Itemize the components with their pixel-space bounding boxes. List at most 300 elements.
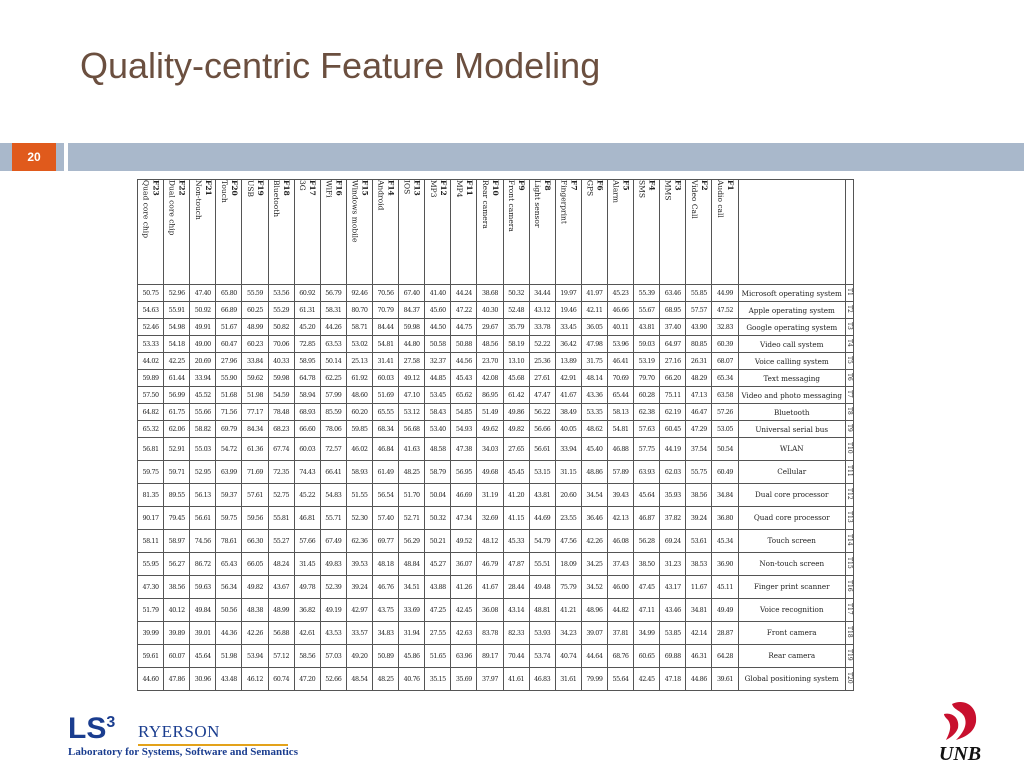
matrix-cell: 48.62	[581, 421, 607, 438]
matrix-cell: 54.81	[372, 336, 398, 353]
feature-id: F7	[569, 180, 579, 191]
matrix-cell: 58.82	[190, 421, 216, 438]
matrix-cell: 57.12	[268, 644, 294, 667]
matrix-cell: 68.07	[712, 353, 738, 370]
matrix-cell: 46.66	[607, 302, 633, 319]
matrix-cell: 48.96	[581, 598, 607, 621]
matrix-cell: 47.40	[190, 285, 216, 302]
matrix-cell: 44.24	[451, 285, 477, 302]
matrix-cell: 42.97	[346, 598, 372, 621]
concept-id-text: T10	[845, 442, 853, 454]
matrix-cell: 52.30	[346, 506, 372, 529]
matrix-cell: 45.60	[425, 302, 451, 319]
matrix-cell: 35.93	[660, 483, 686, 506]
matrix-cell: 52.22	[529, 336, 555, 353]
matrix-cell: 45.22	[294, 483, 320, 506]
matrix-cell: 53.02	[346, 336, 372, 353]
table-row	[138, 353, 854, 370]
concept-label: Front camera	[738, 621, 845, 644]
matrix-cell: 55.27	[268, 529, 294, 552]
matrix-cell: 54.81	[607, 421, 633, 438]
table-row	[138, 319, 854, 336]
matrix-cell: 34.99	[634, 621, 660, 644]
matrix-cell: 56.99	[164, 387, 190, 404]
matrix-cell: 58.79	[425, 460, 451, 483]
matrix-cell: 46.69	[451, 483, 477, 506]
feature-header-f13	[399, 180, 425, 285]
matrix-cell: 59.62	[242, 370, 268, 387]
feature-id: F15	[360, 180, 370, 196]
header-bar-right	[68, 143, 1024, 171]
matrix-cell: 60.28	[634, 387, 660, 404]
matrix-cell: 61.49	[372, 460, 398, 483]
feature-header-f20	[216, 180, 242, 285]
slide-number: 20	[12, 143, 56, 171]
matrix-cell: 19.97	[555, 285, 581, 302]
feature-header-f7	[555, 180, 581, 285]
matrix-cell: 45.64	[190, 644, 216, 667]
matrix-cell: 65.32	[138, 421, 164, 438]
logo-mark-sup: 3	[106, 714, 116, 731]
matrix-cell: 50.88	[451, 336, 477, 353]
matrix-cell: 63.58	[712, 387, 738, 404]
matrix-cell: 52.71	[399, 506, 425, 529]
matrix-cell: 27.16	[660, 353, 686, 370]
matrix-cell: 56.34	[216, 575, 242, 598]
feature-name: Alarm	[611, 180, 621, 203]
matrix-cell: 56.79	[320, 285, 346, 302]
matrix-cell: 31.23	[660, 552, 686, 575]
matrix-cell: 45.45	[503, 460, 529, 483]
matrix-cell: 61.36	[242, 438, 268, 461]
feature-id: F3	[673, 180, 683, 191]
matrix-cell: 43.36	[581, 387, 607, 404]
concept-id	[845, 387, 853, 404]
matrix-cell: 81.35	[138, 483, 164, 506]
matrix-cell: 47.25	[425, 598, 451, 621]
matrix-cell: 55.03	[190, 438, 216, 461]
matrix-cell: 47.86	[164, 667, 190, 690]
matrix-cell: 50.82	[268, 319, 294, 336]
concept-id	[845, 483, 853, 506]
matrix-cell: 53.05	[712, 421, 738, 438]
matrix-cell: 51.69	[372, 387, 398, 404]
matrix-cell: 57.50	[138, 387, 164, 404]
matrix-cell: 18.09	[555, 552, 581, 575]
concept-id	[845, 302, 853, 319]
matrix-cell: 37.43	[607, 552, 633, 575]
matrix-cell: 47.98	[581, 336, 607, 353]
feature-id: F5	[621, 180, 631, 191]
matrix-cell: 38.56	[164, 575, 190, 598]
matrix-cell: 56.88	[268, 621, 294, 644]
matrix-cell: 41.40	[425, 285, 451, 302]
matrix-cell: 57.89	[607, 460, 633, 483]
matrix-cell: 56.95	[451, 460, 477, 483]
matrix-cell: 50.54	[712, 438, 738, 461]
logo-mark-text: LS	[68, 712, 107, 745]
matrix-cell: 69.79	[216, 421, 242, 438]
concept-id-text: T14	[845, 534, 853, 546]
matrix-cell: 60.92	[294, 285, 320, 302]
matrix-cell: 79.99	[581, 667, 607, 690]
matrix-cell: 41.97	[581, 285, 607, 302]
concept-label: Voice calling system	[738, 353, 845, 370]
matrix-cell: 28.87	[712, 621, 738, 644]
matrix-cell: 37.81	[607, 621, 633, 644]
feature-name: GPS	[585, 180, 595, 197]
matrix-cell: 23.55	[555, 506, 581, 529]
matrix-cell: 52.75	[268, 483, 294, 506]
matrix-cell: 37.40	[660, 319, 686, 336]
matrix-cell: 70.69	[607, 370, 633, 387]
matrix-cell: 46.12	[242, 667, 268, 690]
matrix-cell: 46.76	[372, 575, 398, 598]
matrix-cell: 50.14	[320, 353, 346, 370]
matrix-cell: 50.32	[503, 285, 529, 302]
matrix-cell: 52.39	[320, 575, 346, 598]
concept-label: WLAN	[738, 438, 845, 461]
matrix-cell: 48.38	[242, 598, 268, 621]
matrix-cell: 56.81	[138, 438, 164, 461]
matrix-cell: 64.97	[660, 336, 686, 353]
matrix-cell: 60.65	[634, 644, 660, 667]
matrix-cell: 65.55	[372, 404, 398, 421]
matrix-cell: 48.58	[425, 438, 451, 461]
matrix-cell: 44.85	[425, 370, 451, 387]
matrix-cell: 84.44	[372, 319, 398, 336]
matrix-cell: 13.89	[555, 353, 581, 370]
feature-name: Non-touch	[193, 180, 203, 220]
matrix-cell: 38.56	[686, 483, 712, 506]
feature-header-f2	[686, 180, 712, 285]
matrix-cell: 42.25	[164, 353, 190, 370]
matrix-cell: 43.88	[425, 575, 451, 598]
matrix-cell: 54.79	[529, 529, 555, 552]
matrix-cell: 58.43	[425, 404, 451, 421]
matrix-cell: 55.90	[216, 370, 242, 387]
matrix-cell: 44.99	[712, 285, 738, 302]
concept-header	[738, 180, 845, 285]
matrix-cell: 47.22	[451, 302, 477, 319]
ls3-logo-mark	[68, 712, 115, 746]
feature-id: F8	[543, 180, 553, 191]
matrix-cell: 43.12	[529, 302, 555, 319]
matrix-cell: 51.70	[399, 483, 425, 506]
matrix-cell: 33.94	[190, 370, 216, 387]
matrix-cell: 44.82	[607, 598, 633, 621]
feature-header-label	[480, 180, 500, 280]
table-row	[138, 438, 854, 461]
matrix-cell: 57.63	[634, 421, 660, 438]
matrix-cell: 49.52	[451, 529, 477, 552]
matrix-cell: 55.75	[686, 460, 712, 483]
matrix-cell: 54.93	[451, 421, 477, 438]
concept-id-text: T2	[845, 305, 853, 313]
table-row	[138, 460, 854, 483]
matrix-cell: 74.56	[190, 529, 216, 552]
matrix-cell: 51.67	[216, 319, 242, 336]
matrix-cell: 36.82	[294, 598, 320, 621]
matrix-cell: 31.19	[477, 483, 503, 506]
matrix-cell: 53.40	[425, 421, 451, 438]
table-row	[138, 421, 854, 438]
matrix-cell: 78.61	[216, 529, 242, 552]
matrix-cell: 63.93	[634, 460, 660, 483]
matrix-cell: 34.44	[529, 285, 555, 302]
matrix-cell: 42.26	[581, 529, 607, 552]
matrix-cell: 47.47	[529, 387, 555, 404]
matrix-cell: 45.64	[634, 483, 660, 506]
feature-header-f10	[477, 180, 503, 285]
matrix-cell: 48.24	[268, 552, 294, 575]
matrix-cell: 86.95	[477, 387, 503, 404]
feature-header-f22	[164, 180, 190, 285]
feature-name: IOS	[402, 180, 412, 195]
feature-name: USB	[245, 180, 255, 197]
concept-label: Rear camera	[738, 644, 845, 667]
matrix-cell: 59.61	[138, 644, 164, 667]
matrix-cell: 31.15	[555, 460, 581, 483]
matrix-cell: 60.20	[346, 404, 372, 421]
matrix-cell: 50.58	[425, 336, 451, 353]
matrix-cell: 56.61	[190, 506, 216, 529]
matrix-cell: 61.44	[164, 370, 190, 387]
matrix-cell: 48.29	[686, 370, 712, 387]
matrix-cell: 62.25	[320, 370, 346, 387]
matrix-cell: 34.03	[477, 438, 503, 461]
matrix-cell: 36.42	[555, 336, 581, 353]
feature-name: Light sensor	[533, 180, 543, 228]
matrix-cell: 45.33	[503, 529, 529, 552]
matrix-cell: 47.38	[451, 438, 477, 461]
matrix-cell: 57.61	[242, 483, 268, 506]
matrix-cell: 27.61	[529, 370, 555, 387]
matrix-cell: 41.67	[555, 387, 581, 404]
feature-name: Quad core chip	[141, 180, 151, 238]
matrix-cell: 47.13	[686, 387, 712, 404]
matrix-cell: 35.69	[451, 667, 477, 690]
matrix-cell: 45.27	[425, 552, 451, 575]
matrix-cell: 44.86	[686, 667, 712, 690]
matrix-cell: 71.69	[242, 460, 268, 483]
matrix-cell: 42.63	[451, 621, 477, 644]
matrix-cell: 27.55	[425, 621, 451, 644]
matrix-cell: 60.07	[164, 644, 190, 667]
matrix-cell: 49.82	[242, 575, 268, 598]
matrix-cell: 65.43	[216, 552, 242, 575]
table-row	[138, 285, 854, 302]
matrix-cell: 57.40	[372, 506, 398, 529]
matrix-cell: 25.36	[529, 353, 555, 370]
matrix-cell: 52.95	[190, 460, 216, 483]
matrix-cell: 60.03	[294, 438, 320, 461]
concept-id-text: T6	[845, 373, 853, 381]
concept-id-text: T16	[845, 580, 853, 592]
feature-id: F6	[595, 180, 605, 191]
concept-id-text: T8	[845, 407, 853, 415]
matrix-cell: 83.78	[477, 621, 503, 644]
concept-id	[845, 621, 853, 644]
matrix-cell: 20.60	[555, 483, 581, 506]
concept-id	[845, 506, 853, 529]
matrix-cell: 53.93	[529, 621, 555, 644]
matrix-cell: 36.05	[581, 319, 607, 336]
feature-id: F20	[229, 180, 239, 196]
matrix-cell: 75.79	[555, 575, 581, 598]
matrix-cell: 39.01	[190, 621, 216, 644]
matrix-cell: 92.46	[346, 285, 372, 302]
matrix-cell: 66.41	[320, 460, 346, 483]
feature-header-label	[193, 180, 213, 280]
matrix-cell: 55.51	[529, 552, 555, 575]
matrix-cell: 66.60	[294, 421, 320, 438]
matrix-cell: 46.41	[607, 353, 633, 370]
matrix-cell: 69.77	[372, 529, 398, 552]
matrix-cell: 57.66	[294, 529, 320, 552]
table-row	[138, 667, 854, 690]
matrix-cell: 49.00	[190, 336, 216, 353]
feature-header-label	[689, 180, 709, 280]
matrix-cell: 40.30	[477, 302, 503, 319]
concept-id-text: T3	[845, 322, 853, 330]
matrix-cell: 34.83	[372, 621, 398, 644]
matrix-cell: 39.89	[164, 621, 190, 644]
matrix-cell: 89.17	[477, 644, 503, 667]
matrix-cell: 60.74	[268, 667, 294, 690]
matrix-cell: 26.31	[686, 353, 712, 370]
matrix-cell: 74.43	[294, 460, 320, 483]
matrix-cell: 48.81	[529, 598, 555, 621]
concept-label: Global positioning system	[738, 667, 845, 690]
concept-label: Google operating system	[738, 319, 845, 336]
matrix-cell: 69.88	[660, 644, 686, 667]
matrix-cell: 59.75	[138, 460, 164, 483]
matrix-cell: 68.34	[372, 421, 398, 438]
feature-header-f18	[268, 180, 294, 285]
matrix-cell: 56.13	[190, 483, 216, 506]
matrix-cell: 47.10	[399, 387, 425, 404]
table-row	[138, 621, 854, 644]
matrix-cell: 62.38	[634, 404, 660, 421]
slide-title: Quality-centric Feature Modeling	[80, 45, 601, 86]
concept-id	[845, 667, 853, 690]
matrix-cell: 33.78	[529, 319, 555, 336]
feature-name: Android	[376, 180, 386, 211]
table-row	[138, 598, 854, 621]
matrix-cell: 58.11	[138, 529, 164, 552]
matrix-cell: 58.71	[346, 319, 372, 336]
matrix-cell: 34.51	[399, 575, 425, 598]
matrix-cell: 37.82	[660, 506, 686, 529]
matrix-cell: 54.18	[164, 336, 190, 353]
matrix-cell: 27.65	[503, 438, 529, 461]
matrix-cell: 56.68	[399, 421, 425, 438]
concept-id-text: T9	[845, 424, 853, 432]
matrix-cell: 60.49	[712, 460, 738, 483]
concept-id-text: T4	[845, 339, 853, 347]
feature-header-label	[532, 180, 552, 280]
matrix-cell: 31.94	[399, 621, 425, 644]
concept-label: Finger print scanner	[738, 575, 845, 598]
matrix-cell: 33.45	[555, 319, 581, 336]
matrix-cell: 52.48	[503, 302, 529, 319]
matrix-cell: 44.60	[138, 667, 164, 690]
matrix-cell: 59.37	[216, 483, 242, 506]
matrix-cell: 49.62	[477, 421, 503, 438]
matrix-cell: 38.49	[555, 404, 581, 421]
feature-id: F21	[203, 180, 213, 196]
matrix-cell: 43.17	[660, 575, 686, 598]
table-row	[138, 336, 854, 353]
matrix-cell: 39.24	[686, 506, 712, 529]
matrix-cell: 34.81	[686, 598, 712, 621]
unb-emblem-icon	[930, 698, 990, 742]
matrix-cell: 39.07	[581, 621, 607, 644]
matrix-cell: 19.46	[555, 302, 581, 319]
matrix-cell: 54.63	[138, 302, 164, 319]
table-row	[138, 387, 854, 404]
matrix-cell: 66.05	[242, 552, 268, 575]
feature-name: Bluetooth	[272, 180, 282, 218]
matrix-cell: 78.06	[320, 421, 346, 438]
matrix-cell: 47.45	[634, 575, 660, 598]
matrix-cell: 62.03	[660, 460, 686, 483]
matrix-cell: 49.82	[503, 421, 529, 438]
matrix-cell: 55.39	[634, 285, 660, 302]
matrix-cell: 71.56	[216, 404, 242, 421]
feature-id: F17	[308, 180, 318, 196]
matrix-cell: 51.98	[216, 644, 242, 667]
matrix-cell: 48.12	[477, 529, 503, 552]
feature-id: F22	[177, 180, 187, 196]
matrix-cell: 65.44	[607, 387, 633, 404]
matrix-cell: 58.97	[164, 529, 190, 552]
matrix-cell: 47.29	[686, 421, 712, 438]
matrix-cell: 85.59	[320, 404, 346, 421]
matrix-cell: 47.11	[634, 598, 660, 621]
matrix-cell: 90.17	[138, 506, 164, 529]
concept-id-text: T20	[845, 672, 853, 684]
matrix-cell: 49.84	[190, 598, 216, 621]
matrix-cell: 55.66	[190, 404, 216, 421]
feature-header-label	[402, 180, 422, 280]
table-row	[138, 529, 854, 552]
feature-header-label	[376, 180, 396, 280]
unb-logo	[930, 698, 990, 766]
matrix-cell: 25.13	[346, 353, 372, 370]
feature-id: F19	[255, 180, 265, 196]
matrix-cell: 44.75	[451, 319, 477, 336]
feature-header-f12	[425, 180, 451, 285]
feature-name: Front camera	[507, 180, 517, 232]
matrix-cell: 50.21	[425, 529, 451, 552]
matrix-cell: 36.08	[477, 598, 503, 621]
matrix-cell: 48.25	[372, 667, 398, 690]
matrix-cell: 37.54	[686, 438, 712, 461]
matrix-cell: 58.94	[294, 387, 320, 404]
feature-name: MMS	[663, 180, 673, 201]
matrix-cell: 54.83	[320, 483, 346, 506]
matrix-cell: 77.17	[242, 404, 268, 421]
feature-header-f14	[372, 180, 398, 285]
matrix-cell: 56.27	[164, 552, 190, 575]
matrix-cell: 41.21	[555, 598, 581, 621]
matrix-cell: 51.49	[477, 404, 503, 421]
matrix-cell: 55.91	[164, 302, 190, 319]
matrix-cell: 46.31	[686, 644, 712, 667]
matrix-cell: 46.81	[294, 506, 320, 529]
